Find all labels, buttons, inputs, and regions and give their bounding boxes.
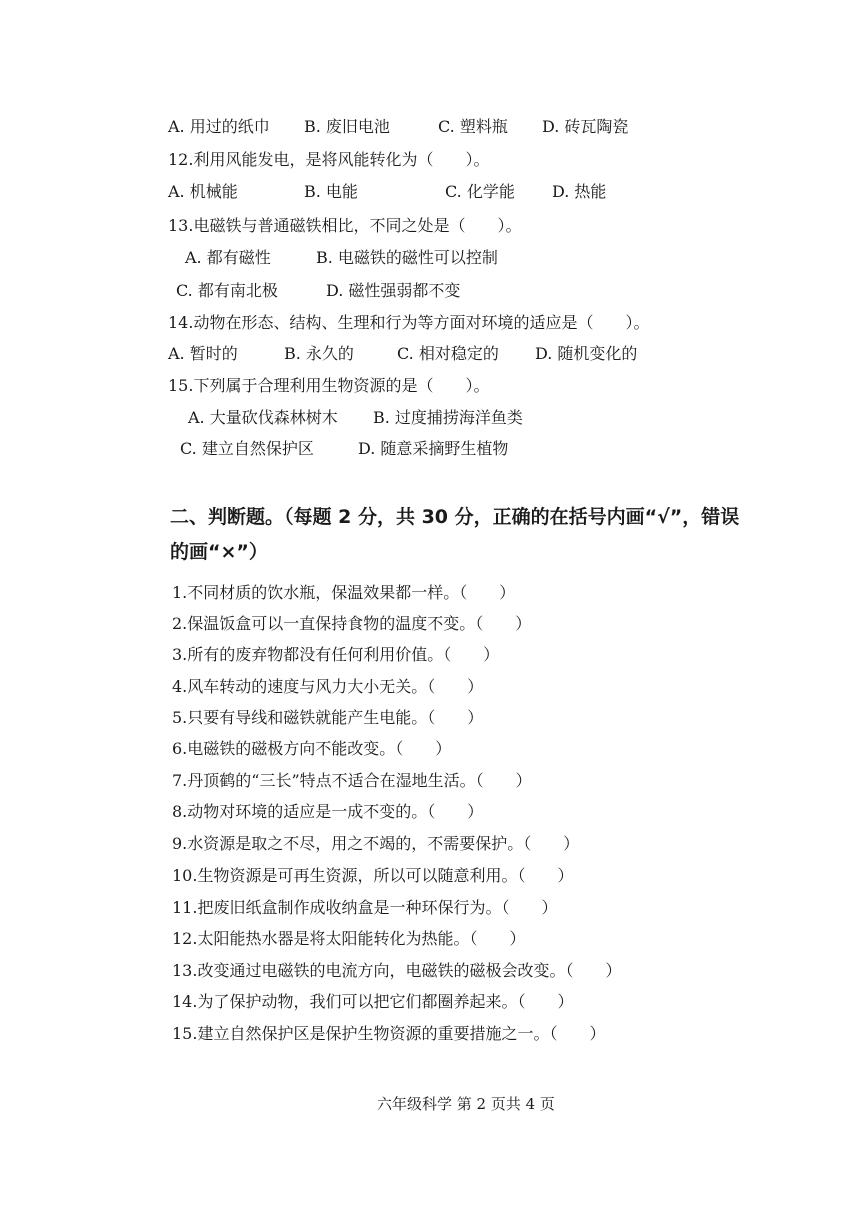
judge-item-8: 8.动物对环境的适应是一成不变的。（ ） <box>172 802 484 821</box>
judge-heading-line-2: 的画“×”） <box>170 541 268 563</box>
judge-item-13: 13.改变通过电磁铁的电流方向，电磁铁的磁极会改变。（ ） <box>172 961 622 980</box>
judge-item-14: 14.为了保护动物，我们可以把它们都圈养起来。（ ） <box>172 992 574 1011</box>
judge-item-9: 9.水资源是取之不尽，用之不竭的，不需要保护。（ ） <box>172 834 580 853</box>
q14-option-a: A. 暂时的 <box>168 344 238 363</box>
judge-item-10: 10.生物资源是可再生资源，所以可以随意利用。（ ） <box>172 866 574 885</box>
q15-option-d: D. 随意采摘野生植物 <box>358 439 509 458</box>
judge-item-15: 15.建立自然保护区是保护生物资源的重要措施之一。（ ） <box>172 1024 606 1043</box>
q14-stem: 14.动物在形态、结构、生理和行为等方面对环境的适应是（ ）。 <box>168 313 650 332</box>
q11-option-b: B. 废旧电池 <box>304 117 390 136</box>
judge-item-12: 12.太阳能热水器是将太阳能转化为热能。（ ） <box>172 929 526 948</box>
q15-option-b: B. 过度捕捞海洋鱼类 <box>373 408 523 427</box>
judge-item-4: 4.风车转动的速度与风力大小无关。（ ） <box>172 677 484 696</box>
judge-item-3: 3.所有的废弃物都没有任何利用价值。（ ） <box>172 645 500 664</box>
page-footer: 六年级科学 第 2 页共 4 页 <box>377 1095 555 1113</box>
q12-option-c: C. 化学能 <box>445 182 515 201</box>
judge-item-1: 1.不同材质的饮水瓶，保温效果都一样。（ ） <box>172 583 516 602</box>
q12-option-d: D. 热能 <box>552 182 607 201</box>
q13-stem: 13.电磁铁与普通磁铁相比，不同之处是（ ）。 <box>168 216 522 235</box>
q13-option-b: B. 电磁铁的磁性可以控制 <box>316 248 498 267</box>
q13-option-a: A. 都有磁性 <box>185 248 271 267</box>
judge-heading-line-1: 二、判断题。（每题 2 分，共 30 分，正确的在括号内画“√”，错误 <box>170 506 740 528</box>
q13-option-d: D. 磁性强弱都不变 <box>326 281 461 300</box>
judge-item-7: 7.丹顶鹤的“三长”特点不适合在湿地生活。（ ） <box>172 771 532 790</box>
q14-option-c: C. 相对稳定的 <box>397 344 499 363</box>
q13-option-c: C. 都有南北极 <box>176 281 278 300</box>
q15-option-c: C. 建立自然保护区 <box>180 439 314 458</box>
q15-option-a: A. 大量砍伐森林树木 <box>188 408 338 427</box>
q11-option-c: C. 塑料瓶 <box>438 117 508 136</box>
q12-stem: 12.利用风能发电，是将风能转化为（ ）。 <box>168 150 490 169</box>
judge-item-11: 11.把废旧纸盒制作成收纳盒是一种环保行为。（ ） <box>172 898 558 917</box>
q12-option-a: A. 机械能 <box>168 182 238 201</box>
q15-stem: 15.下列属于合理利用生物资源的是（ ）。 <box>168 376 490 395</box>
q11-option-d: D. 砖瓦陶瓷 <box>542 117 629 136</box>
judge-item-5: 5.只要有导线和磁铁就能产生电能。（ ） <box>172 708 484 727</box>
q11-option-a: A. 用过的纸巾 <box>168 117 270 136</box>
judge-item-2: 2.保温饭盒可以一直保持食物的温度不变。（ ） <box>172 614 532 633</box>
judge-item-6: 6.电磁铁的磁极方向不能改变。（ ） <box>172 739 452 758</box>
q14-option-d: D. 随机变化的 <box>535 344 638 363</box>
q14-option-b: B. 永久的 <box>284 344 354 363</box>
q12-option-b: B. 电能 <box>304 182 358 201</box>
